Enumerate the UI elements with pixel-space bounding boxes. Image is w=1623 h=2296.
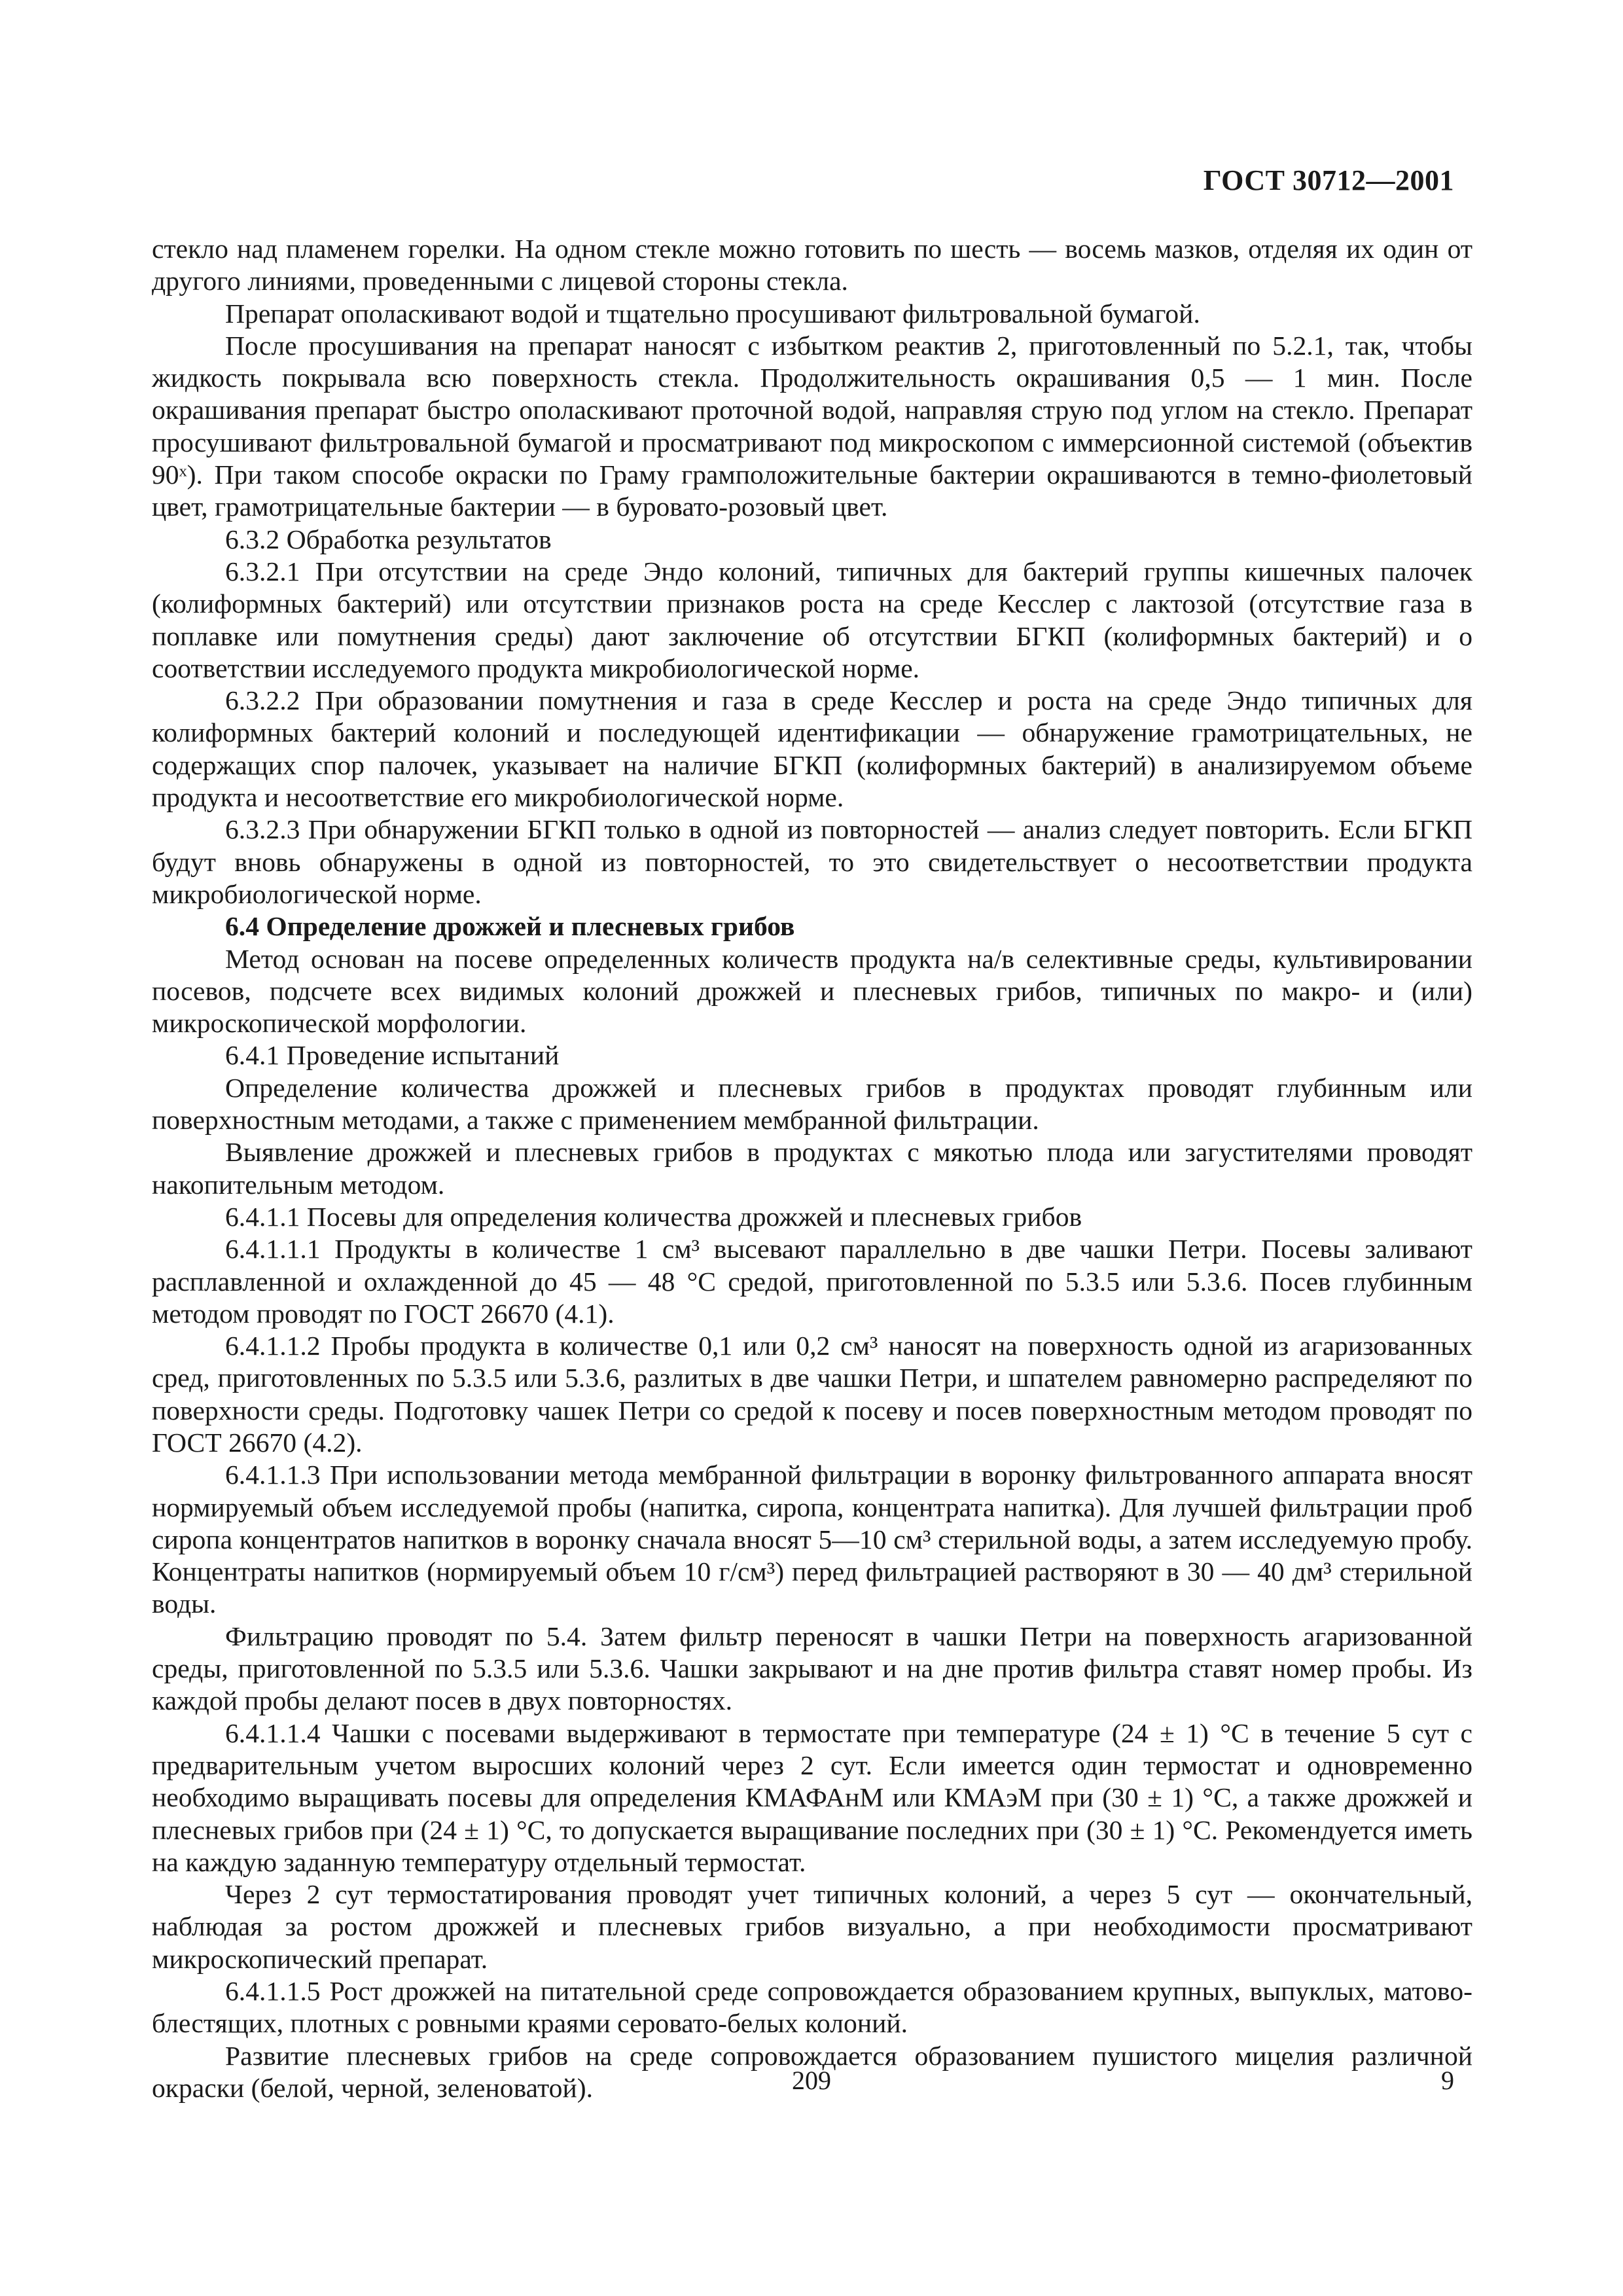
paragraph: Метод основан на посеве определенных количеств продукта на/в селективные среды, культивировании посевов, подсчете всех видимых колоний дрожжей и плесневых грибов, типичных по макро- и (или) микроскопической морфологии. <box>152 943 1472 1039</box>
document-body <box>152 233 1472 2104</box>
paragraph: Фильтрацию проводят по 5.4. Затем фильтр переносят в чашки Петри на поверхность агаризованной среды, приготовленной по 5.3.5 или 5.3.6. Чашки закрывают и на дне против фильтра ставят номер пробы. Из каждой пробы делают посев в двух повторностях. <box>152 1621 1472 1716</box>
section-heading: 6.4.1.1 Посевы для определения количества дрожжей и плесневых грибов <box>225 1201 1082 1232</box>
paragraph: 6.3.2.2 При образовании помутнения и газа в среде Кесслер и роста на среде Эндо типичных для колиформных бактерий колоний и последующей идентификации — обнаружение грамотрицательных, не содержащих спор палочек, указывает на наличие БГКП (колиформных бактерий) в анализируемом объеме продукта и несоответствие его микробиологической норме. <box>152 685 1472 813</box>
paragraph: Развитие плесневых грибов на среде сопровождается образованием пушистого мицелия различной окраски (белой, черной, зеленоватой). <box>152 2040 1472 2103</box>
page-number: 9 <box>1441 2066 1454 2095</box>
section-heading: 6.3.2 Обработка результатов <box>225 524 552 554</box>
document-code: ГОСТ 30712—2001 <box>1203 164 1454 196</box>
paragraph: Выявление дрожжей и плесневых грибов в продуктах с мякотью плода или загустителями проводят накопительным методом. <box>152 1137 1472 1200</box>
paragraph: 6.4.1.1.3 При использовании метода мембранной фильтрации в воронку фильтрованного аппарата вносят нормируемый объем исследуемой пробы (напитка, сиропа, концентрата напитка). Для лучшей фильтрации проб сиропа концентратов напитков в воронку сначала вносят 5—10 см³ стерильной воды, а затем исследуемую пробу. Концентраты напитков (нормируемый объем 10 г/см³) перед фильтрацией растворяют в 30 — 40 дм³ стерильной воды. <box>152 1460 1472 1619</box>
paragraph: После просушивания на препарат наносят с избытком реактив 2, приготовленный по 5.2.1, так, чтобы жидкость покрывала всю поверхность стекла. Продолжительность окрашивания 0,5 — 1 мин. После окрашивания препарат быстро ополаскивают проточной водой, направляя струю под углом на стекло. Препарат просушивают фильтровальной бумагой и просматривают под микроскопом с иммерсионной системой (объектив 90ˣ). При таком способе окраски по Граму грамположительные бактерии окрашиваются в темно-фиолетовый цвет, грамотрицательные бактерии — в буровато-розовый цвет. <box>152 330 1472 522</box>
section-heading: 6.4 Определение дрожжей и плесневых грибов <box>225 911 795 942</box>
footer-center-number: 209 <box>792 2066 831 2095</box>
paragraph: Определение количества дрожжей и плесневых грибов в продуктах проводят глубинным или поверхностным методами, а также с применением мембранной фильтрации. <box>152 1072 1472 1136</box>
paragraph: 6.4.1.1.5 Рост дрожжей на питательной среде сопровождается образованием крупных, выпуклых, матово-блестящих, плотных с ровными краями серовато-белых колоний. <box>152 1976 1472 2039</box>
paragraph: 6.3.2.1 При отсутствии на среде Эндо колоний, типичных для бактерий группы кишечных палочек (колиформных бактерий) или отсутствии признаков роста на среде Кесслер с лактозой (отсутствие газа в поплавке или помутнения среды) дают заключение об отсутствии БГКП (колиформных бактерий) и о соответствии исследуемого продукта микробиологической норме. <box>152 556 1472 683</box>
section-heading: 6.4.1 Проведение испытаний <box>225 1040 560 1071</box>
paragraph: стекло над пламенем горелки. На одном стекле можно готовить по шесть — восемь мазков, отделяя их один от другого линиями, проведенными с лицевой стороны стекла. <box>152 234 1472 296</box>
paragraph: 6.4.1.1.2 Пробы продукта в количестве 0,1 или 0,2 см³ наносят на поверхность одной из агаризованных сред, приготовленных по 5.3.5 или 5.3.6, разлитых в две чашки Петри, и шпателем равномерно распределяют по поверхности среды. Подготовку чашек Петри со средой к посеву и посев поверхностным методом проводят по ГОСТ 26670 (4.2). <box>152 1331 1472 1458</box>
paragraph: Препарат ополаскивают водой и тщательно просушивают фильтровальной бумагой. <box>225 298 1200 329</box>
paragraph: 6.3.2.3 При обнаружении БГКП только в одной из повторностей — анализ следует повторить. Если БГКП будут вновь обнаружены в одной из повторностей, то это свидетельствует о несоответствии продукта микробиологической норме. <box>152 814 1472 909</box>
paragraph: 6.4.1.1.1 Продукты в количестве 1 см³ высевают параллельно в две чашки Петри. Посевы заливают расплавленной и охлажденной до 45 — 48 °С средой, приготовленной по 5.3.5 или 5.3.6. Посев глубинным методом проводят по ГОСТ 26670 (4.1). <box>152 1234 1472 1329</box>
paragraph: 6.4.1.1.4 Чашки с посевами выдерживают в термостате при температуре (24 ± 1) °С в течение 5 сут с предварительным учетом выросших колоний через 2 сут. Если имеется один термостат и одновременно необходимо выращивать посевы для определения КМАФАнМ или КМАэМ при (30 ± 1) °С, а также дрожжей и плесневых грибов при (24 ± 1) °С, то допускается выращивание последних при (30 ± 1) °С. Рекомендуется иметь на каждую заданную температуру отдельный термостат. <box>152 1717 1472 1877</box>
paragraph: Через 2 сут термостатирования проводят учет типичных колоний, а через 5 сут — окончательный, наблюдая за ростом дрожжей и плесневых грибов визуально, а при необходимости просматривают микроскопический препарат. <box>152 1879 1472 1974</box>
